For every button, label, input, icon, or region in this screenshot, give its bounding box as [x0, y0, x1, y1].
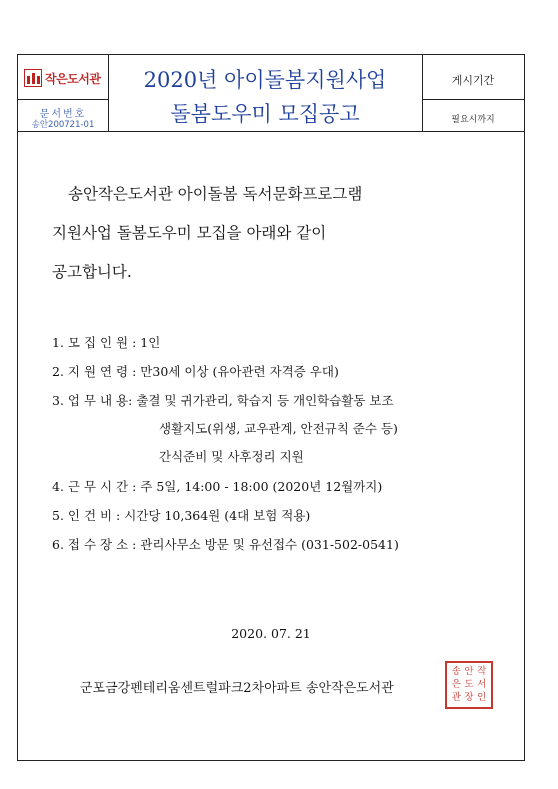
seal-char: 은 — [451, 678, 461, 690]
detail-value: 출결 및 귀가관리, 학습지 등 개인학습활동 보조 — [136, 393, 394, 408]
divider — [18, 99, 108, 100]
detail-label: 5. 인 건 비 : — [52, 508, 121, 523]
detail-label: 3. 업 무 내 용: — [52, 393, 133, 408]
library-logo — [24, 67, 108, 89]
duty-continuation: 생활지도(위생, 교우관계, 안전규칙 준수 등) — [159, 421, 398, 436]
detail-value: 주 5일, 14:00 - 18:00 (2020년 12월까지) — [140, 479, 383, 494]
detail-row — [52, 333, 160, 353]
detail-row — [52, 506, 310, 526]
title-line-2: 돌봄도우미 모집공고 — [170, 102, 360, 126]
detail-value: 만30세 이상 (유아관련 자격증 우대) — [140, 364, 339, 379]
detail-label: 6. 접 수 장 소 : — [52, 537, 137, 552]
posting-period-value: 필요시까지 — [451, 115, 495, 125]
detail-row — [52, 535, 399, 555]
intro-line: 공고합니다. — [52, 263, 132, 281]
seal-char: 인 — [477, 691, 487, 703]
intro-line: 송안작은도서관 아이돌봄 독서문화프로그램 — [68, 185, 363, 203]
duty-continuation: 간식준비 및 사후정리 지원 — [159, 449, 304, 464]
seal-char: 서 — [477, 678, 487, 690]
title-line-1: 2020년 아이돌봄지원사업 — [143, 68, 387, 92]
detail-label: 4. 근 무 시 간 : — [52, 479, 137, 494]
detail-row — [52, 391, 394, 411]
detail-value: 1인 — [140, 335, 161, 350]
divider — [422, 99, 524, 100]
header-table — [18, 55, 524, 132]
detail-value: 관리사무소 방문 및 유선접수 (031-502-0541) — [140, 537, 399, 552]
detail-label: 2. 지 원 연 령 : — [52, 364, 137, 379]
seal-char: 송 — [451, 666, 461, 678]
official-seal — [445, 661, 493, 709]
seal-char: 장 — [464, 691, 474, 703]
notice-date: 2020. 07. 21 — [231, 626, 311, 641]
seal-char: 작 — [477, 666, 487, 678]
seal-char: 관 — [451, 691, 461, 703]
doc-number-label: 문서번호 — [39, 109, 87, 120]
intro-paragraph — [52, 175, 512, 292]
divider — [108, 55, 109, 131]
detail-row — [52, 477, 382, 497]
seal-char: 도 — [464, 678, 474, 690]
posting-period-label: 게시기간 — [451, 74, 495, 87]
detail-row — [52, 362, 339, 382]
issuer-address: 군포금강펜테리움센트럴파크2차아파트 송안작은도서관 — [80, 681, 394, 696]
intro-line: 지원사업 돌봄도우미 모집을 아래와 같이 — [52, 224, 327, 242]
seal-char: 안 — [464, 666, 474, 678]
library-icon — [24, 69, 42, 87]
detail-label: 1. 모 집 인 원 : — [52, 335, 137, 350]
logo-text: 작은도서관 — [45, 71, 101, 86]
notice-page — [17, 54, 525, 761]
doc-number: 송안200721-01 — [31, 120, 95, 130]
detail-value: 시간당 10,364원 (4대 보험 적용) — [124, 508, 311, 523]
